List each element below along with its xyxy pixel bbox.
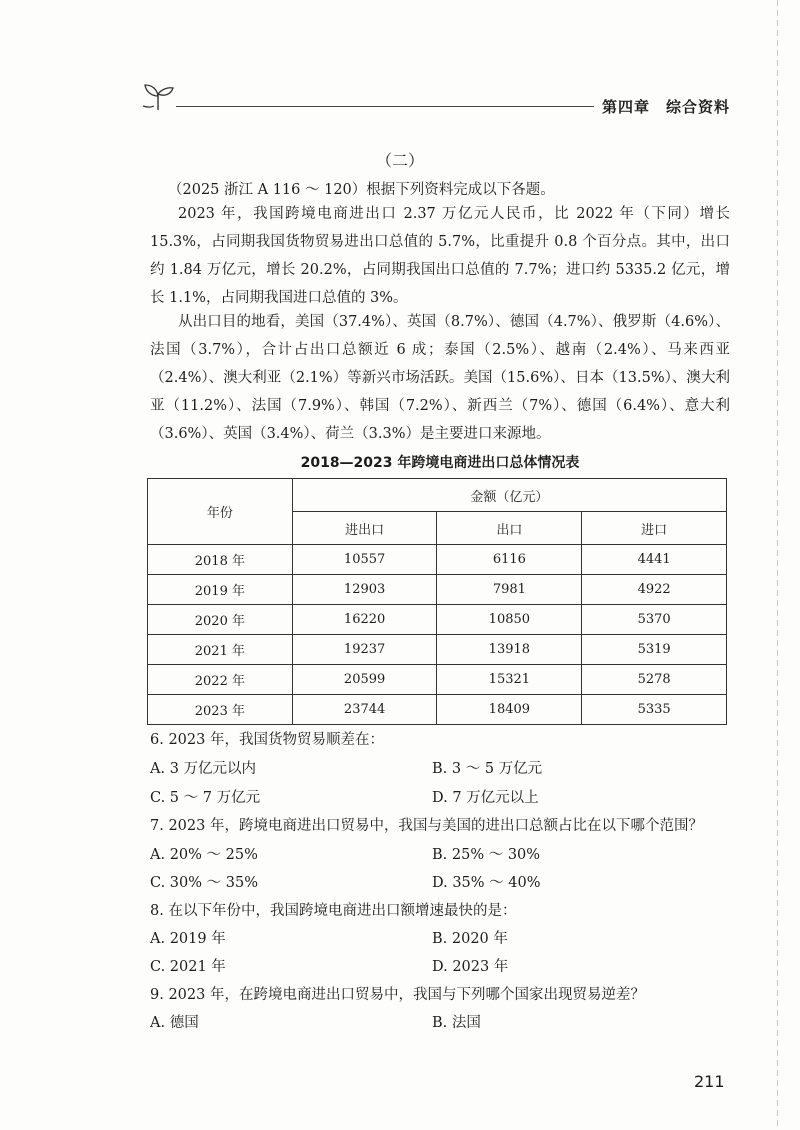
cell-import: 5278 <box>582 665 727 695</box>
table-row <box>148 605 727 635</box>
cell-total: 23744 <box>292 695 437 725</box>
col-header-export: 出口 <box>437 512 582 545</box>
cell-total: 19237 <box>292 635 437 665</box>
cell-export: 13918 <box>437 635 582 665</box>
q7-option-b: B. 25% ～ 30% <box>432 847 541 863</box>
cell-export: 10850 <box>437 605 582 635</box>
col-header-total: 进出口 <box>292 512 437 545</box>
question-8: 8. 在以下年份中，我国跨境电商进出口额增速最快的是： <box>150 903 517 919</box>
cell-year: 2020 年 <box>148 605 293 635</box>
cell-export: 18409 <box>437 695 582 725</box>
q6-option-b: B. 3 ～ 5 万亿元 <box>432 761 543 777</box>
running-header <box>140 92 730 116</box>
q6-option-d: D. 7 万亿元以上 <box>432 790 539 806</box>
q8-option-c: C. 2021 年 <box>150 959 226 975</box>
section-title: （二） <box>375 151 424 170</box>
chapter-title: 第四章 综合资料 <box>594 96 730 117</box>
question-7: 7. 2023 年，跨境电商进出口贸易中，我国与美国的进出口总额占比在以下哪个范围？ <box>150 818 703 834</box>
source-note: （2025 浙江 A 116 ～ 120）根据下列资料完成以下各题。 <box>168 182 555 198</box>
cell-import: 4922 <box>582 575 727 605</box>
cell-year: 2019 年 <box>148 575 293 605</box>
q8-option-b: B. 2020 年 <box>432 931 508 947</box>
trade-table <box>147 478 727 725</box>
col-header-import: 进口 <box>582 512 727 545</box>
q9-option-a: A. 德国 <box>150 1015 199 1031</box>
cell-total: 10557 <box>292 545 437 575</box>
q6-option-c: C. 5 ～ 7 万亿元 <box>150 790 261 806</box>
q8-option-a: A. 2019 年 <box>150 931 226 947</box>
cell-total: 12903 <box>292 575 437 605</box>
cell-year: 2021 年 <box>148 635 293 665</box>
q7-option-c: C. 30% ～ 35% <box>150 875 258 891</box>
q7-option-a: A. 20% ～ 25% <box>150 847 258 863</box>
table-title: 2018—2023 年跨境电商进出口总体情况表 <box>300 455 580 471</box>
cell-export: 6116 <box>437 545 582 575</box>
cell-year: 2018 年 <box>148 545 293 575</box>
cell-year: 2023 年 <box>148 695 293 725</box>
cell-total: 20599 <box>292 665 437 695</box>
year-header: 年份 <box>148 479 293 545</box>
cell-import: 4441 <box>582 545 727 575</box>
cell-total: 16220 <box>292 605 437 635</box>
cell-import: 5370 <box>582 605 727 635</box>
q7-option-d: D. 35% ～ 40% <box>432 875 541 891</box>
table-row <box>148 665 727 695</box>
table-row <box>148 695 727 725</box>
sprout-icon <box>140 80 176 114</box>
question-6: 6. 2023 年，我国货物贸易顺差在： <box>150 732 384 748</box>
cell-export: 7981 <box>437 575 582 605</box>
cell-import: 5319 <box>582 635 727 665</box>
q8-option-d: D. 2023 年 <box>432 959 509 975</box>
cell-import: 5335 <box>582 695 727 725</box>
table-row <box>148 545 727 575</box>
q6-option-a: A. 3 万亿元以内 <box>150 761 257 777</box>
page-number: 211 <box>694 1072 725 1091</box>
question-9: 9. 2023 年，在跨境电商进出口贸易中，我国与下列哪个国家出现贸易逆差？ <box>150 987 645 1003</box>
table-row <box>148 635 727 665</box>
amount-header: 金额（亿元） <box>292 479 726 512</box>
table-row <box>148 575 727 605</box>
cell-export: 15321 <box>437 665 582 695</box>
paragraph-1: 2023 年，我国跨境电商进出口 2.37 万亿元人民币，比 2022 年（下同）增长 15.3%，占同期我国货物贸易进出口总值的 5.7%，比重提升 0.8 个百分点。其中，出口约 1.84 万亿元，增长 20.2%，占同期我国出口总值的 7.7%；进口约 5335.2 亿元，增长 1.1%，占同期我国进口总值的 3%。 <box>150 206 730 306</box>
q9-option-b: B. 法国 <box>432 1015 481 1031</box>
cell-year: 2022 年 <box>148 665 293 695</box>
paragraph-2: 从出口目的地看，美国（37.4%）、英国（8.7%）、德国（4.7%）、俄罗斯（4.6%）、法国（3.7%），合计占出口总额近 6 成；泰国（2.5%）、越南（2.4%）、马来西亚（2.4%）、澳大利亚（2.1%）等新兴市场活跃。美国（15.6%）、日本（13.5%）、澳大利亚（11.2%）、法国（7.9%）、韩国（7.2%）、新西兰（7%）、德国（6.4%）、意大利（3.6%）、英国（3.4%）、荷兰（3.3%）是主要进口来源地。 <box>150 314 730 442</box>
